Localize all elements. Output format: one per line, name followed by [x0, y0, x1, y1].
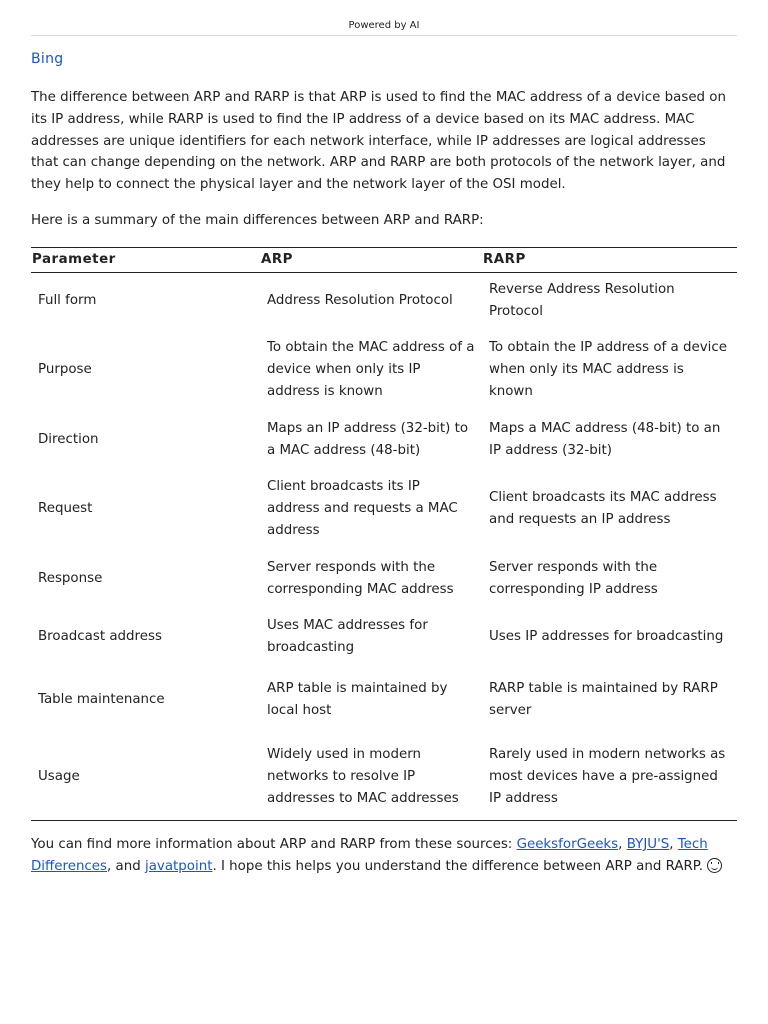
table-row	[31, 608, 737, 666]
powered-by-header: Powered by AI	[31, 18, 737, 36]
row-arp: Client broadcasts its IP address and requests a MAC address	[267, 479, 458, 538]
table-row	[31, 330, 737, 411]
wink-smile-icon	[707, 858, 722, 873]
row-arp: Uses MAC addresses for broadcasting	[267, 617, 428, 655]
row-arp: Address Resolution Protocol	[267, 293, 453, 309]
table-row	[31, 734, 737, 821]
row-rarp: Server responds with the corresponding IP address	[489, 559, 658, 597]
table-row	[31, 666, 737, 734]
row-rarp: Maps a MAC address (48-bit) to an IP address (32-bit)	[489, 420, 721, 458]
bing-label: Bing	[31, 51, 64, 67]
row-rarp: Client broadcasts its MAC address and requests an IP address	[489, 490, 717, 527]
row-rarp: Uses IP addresses for broadcasting	[489, 628, 724, 644]
row-parameter: Usage	[38, 768, 80, 784]
table-header-row	[31, 248, 737, 273]
row-arp: Maps an IP address (32-bit) to a MAC address (48-bit)	[267, 420, 469, 458]
table-row	[31, 273, 737, 330]
link-geeksforgeeks[interactable]: GeeksforGeeks	[516, 837, 619, 852]
table-row	[31, 550, 737, 608]
link-javatpoint[interactable]: javatpoint	[144, 858, 213, 874]
row-parameter: Full form	[38, 293, 97, 309]
row-parameter: Direction	[38, 431, 99, 447]
row-arp: ARP table is maintained by local host	[267, 680, 448, 718]
header-rarp: RARP	[482, 248, 737, 273]
row-parameter: Response	[38, 570, 103, 586]
link-byjus[interactable]: BYJU'S	[626, 837, 670, 852]
table-row	[31, 469, 737, 550]
link-tech-differences[interactable]: Tech Differences	[31, 837, 708, 874]
comparison-table	[31, 247, 737, 821]
summary-line: Here is a summary of the main differences between ARP and RARP:	[31, 213, 484, 228]
row-parameter: Request	[38, 501, 93, 517]
row-rarp: To obtain the IP address of a device when only its MAC address is known	[489, 340, 727, 399]
sources-suffix: . I hope this helps you understand the difference between ARP and RARP.	[212, 858, 708, 874]
row-arp: Widely used in modern networks to resolve IP addresses to MAC addresses	[267, 747, 459, 806]
sources-separator: ,	[669, 837, 678, 852]
sources-separator: ,	[618, 837, 627, 852]
row-arp: To obtain the MAC address of a device when only its IP address is known	[267, 340, 475, 399]
row-rarp: Reverse Address Resolution Protocol	[489, 282, 675, 320]
table-row	[31, 411, 737, 469]
row-arp: Server responds with the corresponding MAC address	[267, 559, 454, 597]
sources-prefix: You can find more information about ARP and RARP from these sources:	[31, 837, 517, 852]
row-rarp: Rarely used in modern networks as most devices have a pre-assigned IP address	[489, 747, 726, 806]
header-parameter: Parameter	[31, 248, 260, 273]
header-arp: ARP	[260, 248, 482, 273]
intro-paragraph: The difference between ARP and RARP is that ARP is used to find the MAC address of a device based on its IP address, while RARP is used to find the IP address of a device based on its MAC address. MAC addresses are unique identifiers for each network interface, while IP addresses are logical addresses that can change depending on the network. ARP and RARP are both protocols of the network layer, and they help to connect the physical layer and the network layer of the OSI model.	[31, 90, 726, 193]
row-parameter: Purpose	[38, 362, 92, 378]
row-parameter: Table maintenance	[38, 691, 165, 707]
row-rarp: RARP table is maintained by RARP server	[489, 680, 718, 718]
sources-paragraph	[31, 834, 737, 878]
row-parameter: Broadcast address	[38, 628, 162, 644]
sources-separator: , and	[107, 858, 145, 874]
